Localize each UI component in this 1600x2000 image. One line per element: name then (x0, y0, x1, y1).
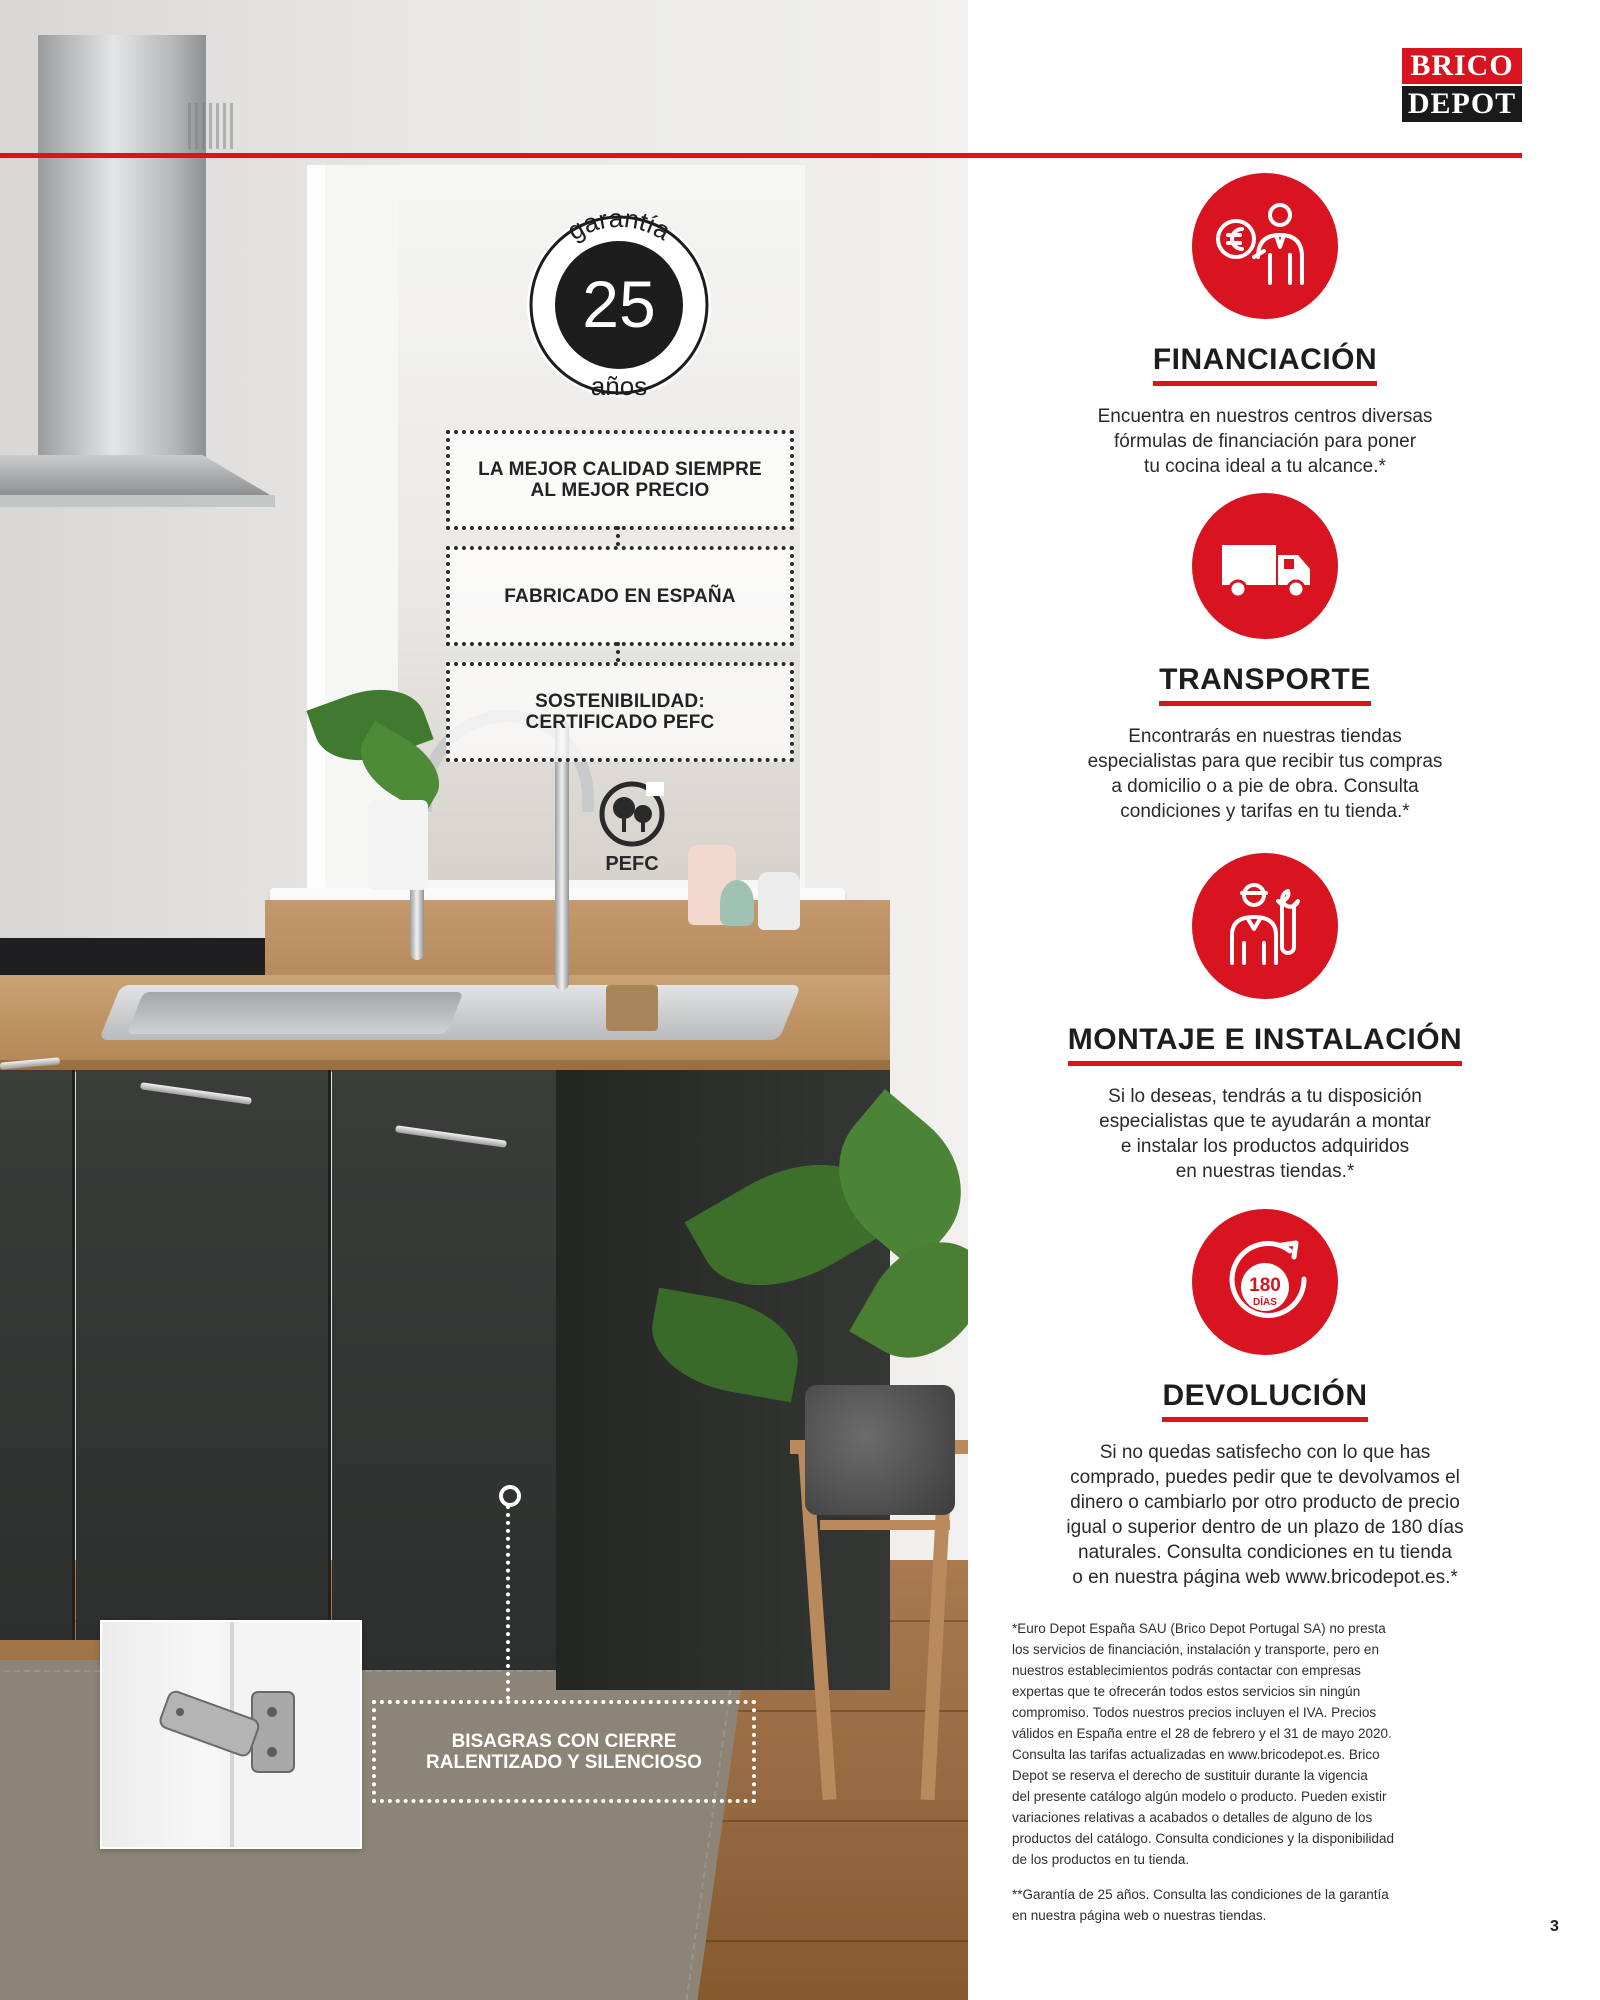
hinge-callout (372, 1700, 756, 1803)
service-transporte (1005, 493, 1525, 824)
dotted-connector (616, 642, 620, 662)
return-days-unit: DÍAS (1253, 1297, 1277, 1308)
pefc-label: PEFC (605, 853, 659, 875)
extractor-hood-glass (0, 495, 275, 507)
cabinet-door-2 (76, 1070, 331, 1640)
service-description: Si lo deseas, tendrás a tu disposición especialistas que te ayudarán a montar e instalar los productos adquiridos en nuestras tiendas.* (1099, 1086, 1431, 1182)
logo-line-1: BRICO (1402, 48, 1522, 84)
sink-bowl (127, 992, 464, 1034)
guarantee-years: años (590, 371, 648, 401)
hinge-callout-label: BISAGRAS CON CIERRE RALENTIZADO Y SILENCIOSO (426, 1730, 702, 1773)
logo-line-2: DEPOT (1402, 86, 1522, 122)
return-180-icon (1192, 1209, 1338, 1355)
feature-quality-label: LA MEJOR CALIDAD SIEMPRE AL MEJOR PRECIO (478, 459, 762, 501)
header-rule (0, 153, 1522, 158)
brico-depot-logo (1402, 48, 1522, 122)
service-title: TRANSPORTE (1159, 663, 1371, 706)
service-description: Si no quedas satisfecho con lo que has comprado, puedes pedir que te devolvamos el dinero o cambiarlo por otro producto de precio igual o superior dentro de un plazo de 180 días naturales. Consulta condiciones en tu tienda o en nuestra página web www.bricodepot.es.* (1066, 1442, 1464, 1588)
guarantee-footnote: **Garantía de 25 años. Consulta las condiciones de la garantía en nuestra página web o nuestras tiendas. (1012, 1887, 1389, 1923)
large-plant-pot (805, 1385, 955, 1515)
finance-icon (1192, 173, 1338, 319)
callout-point (499, 1485, 521, 1507)
service-montaje (1005, 853, 1525, 1184)
plant-stand-rail (820, 1520, 950, 1530)
soap-bar (606, 985, 658, 1031)
feature-quality (446, 430, 794, 530)
feature-sustainability (446, 662, 794, 762)
service-title: FINANCIACIÓN (1153, 343, 1377, 386)
page-number: 3 (1550, 1918, 1559, 1935)
dotted-connector (616, 526, 620, 546)
service-description: Encontrarás en nuestras tiendas especialistas para que recibir tus compras a domicilio o a pie de obra. Consulta condiciones y tarifas en tu tienda.* (1087, 726, 1443, 822)
cooktop (0, 938, 265, 980)
truck-icon (1192, 493, 1338, 639)
feature-made-in-spain-label: FABRICADO EN ESPAÑA (504, 585, 736, 607)
cabinet-door-3 (332, 1070, 559, 1670)
guarantee-number: 25 (582, 267, 656, 341)
jar (758, 872, 800, 930)
extractor-hood (38, 35, 206, 465)
callout-line (506, 1505, 510, 1700)
guarantee-label: garantía (562, 202, 676, 247)
service-description: Encuentra en nuestros centros diversas fórmulas de financiación para poner tu cocina ideal a tu alcance.* (1097, 406, 1433, 477)
service-devolucion (1005, 1209, 1525, 1590)
vase (720, 880, 754, 926)
service-title: MONTAJE E INSTALACIÓN (1068, 1023, 1462, 1066)
return-days-number: 180 (1249, 1275, 1281, 1296)
feature-sustainability-label: SOSTENIBILIDAD: CERTIFICADO PEFC (525, 691, 715, 733)
installer-icon (1192, 853, 1338, 999)
plant-pot (368, 800, 428, 890)
cabinet-door-1 (0, 1070, 75, 1640)
service-financiacion (1005, 173, 1525, 479)
service-title: DEVOLUCIÓN (1162, 1379, 1367, 1422)
guarantee-badge (523, 195, 715, 415)
feature-made-in-spain (446, 546, 794, 646)
pefc-logo (588, 780, 678, 880)
legal-footnote: *Euro Depot España SAU (Brico Depot Portugal SA) no presta los servicios de financiación, instalación y transporte, pero en nuestros establecimientos podrás contactar con empresas expertas que te ofrecerán todos estos servicios sin ningún compromiso. Todos nuestros precios incluyen el IVA. Precios válidos en España entre el 28 de febrero y el 31 de mayo 2020. Consulta las tarifas actualizadas en www.bricodepot.es. Brico Depot se reserva el derecho de sustituir durante la vigencia del presente catálogo algún modelo o producto. Pueden existir variaciones relativas a acabados o detalles de alguno de los productos del catálogo. Consulta condiciones y la disponibilidad de los productos en tu tienda. (1012, 1621, 1394, 1867)
hinge-detail-photo (100, 1620, 362, 1849)
